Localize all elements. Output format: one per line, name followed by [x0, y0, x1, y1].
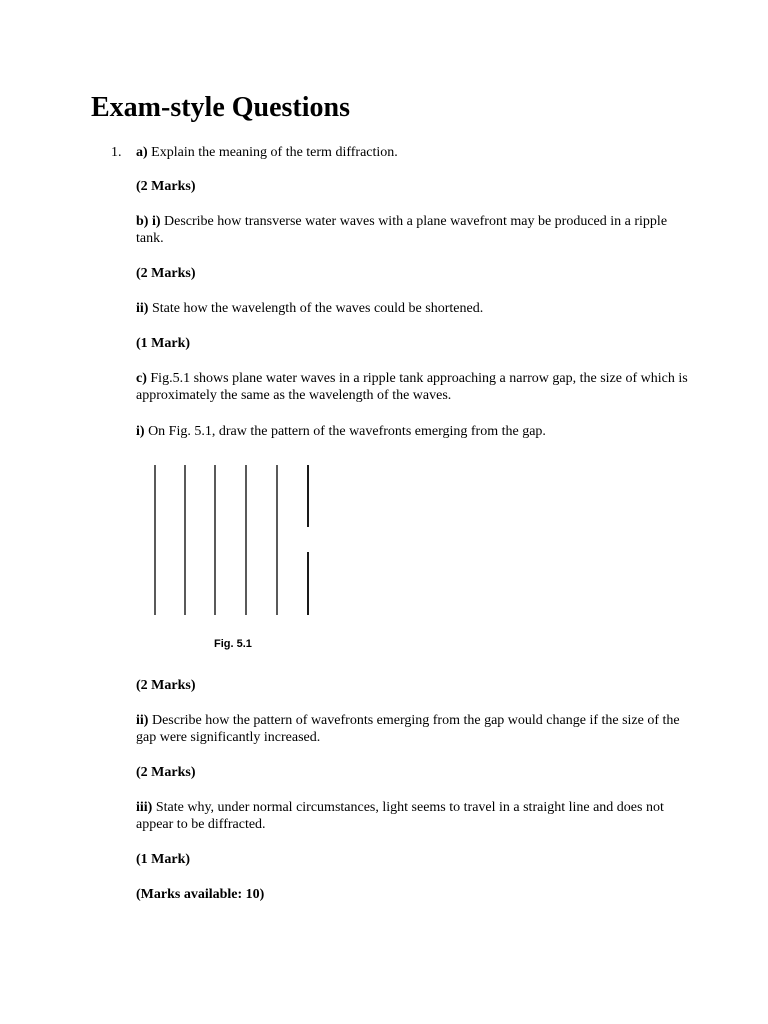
- question-b-ii: [136, 300, 696, 317]
- question-b-i-text: Describe how transverse water waves with a plane wavefront may be produced in a ripple tank.: [136, 214, 668, 246]
- figure-caption: Fig. 5.1: [214, 638, 252, 650]
- question-c: [136, 370, 696, 404]
- question-c-i: [136, 423, 696, 440]
- question-a-label: a): [136, 145, 148, 160]
- question-c-iii-marks: (1 Mark): [136, 852, 191, 867]
- question-b-i-marks: (2 Marks): [136, 266, 196, 281]
- question-c-text: Fig.5.1 shows plane water waves in a ripple tank approaching a narrow gap, the size of which is approximately the same as the wavelength of the waves.: [136, 371, 688, 403]
- question-b-ii-text: State how the wavelength of the waves could be shortened.: [148, 301, 484, 316]
- wavefront-diagram: [140, 460, 340, 625]
- question-b-ii-marks: (1 Mark): [136, 336, 191, 351]
- question-c-i-marks: (2 Marks): [136, 678, 196, 693]
- question-b-ii-label: ii): [136, 301, 149, 316]
- ripple-tank-figure: [140, 460, 340, 625]
- question-c-i-text: On Fig. 5.1, draw the pattern of the wavefronts emerging from the gap.: [144, 424, 546, 439]
- question-c-iii-text: State why, under normal circumstances, light seems to travel in a straight line and does not appear to be diffracted.: [136, 800, 664, 832]
- question-a-marks: (2 Marks): [136, 179, 196, 194]
- question-c-ii-marks: (2 Marks): [136, 765, 196, 780]
- question-a-text: Explain the meaning of the term diffraction.: [147, 145, 398, 160]
- question-c-ii: [136, 712, 696, 746]
- page-title: Exam-style Questions: [91, 92, 350, 123]
- question-c-label: c): [136, 371, 147, 386]
- question-c-ii-label: ii): [136, 713, 149, 728]
- total-marks: (Marks available: 10): [136, 887, 265, 902]
- question-b-i-label: b) i): [136, 214, 161, 229]
- question-c-iii: [136, 799, 696, 833]
- question-c-ii-text: Describe how the pattern of wavefronts emerging from the gap would change if the size of the gap were significantly increased.: [136, 713, 680, 745]
- question-b-i: [136, 213, 696, 247]
- question-number: 1.: [111, 145, 122, 160]
- question-c-iii-label: iii): [136, 800, 153, 815]
- question-a: [136, 144, 696, 161]
- question-c-i-label: i): [136, 424, 145, 439]
